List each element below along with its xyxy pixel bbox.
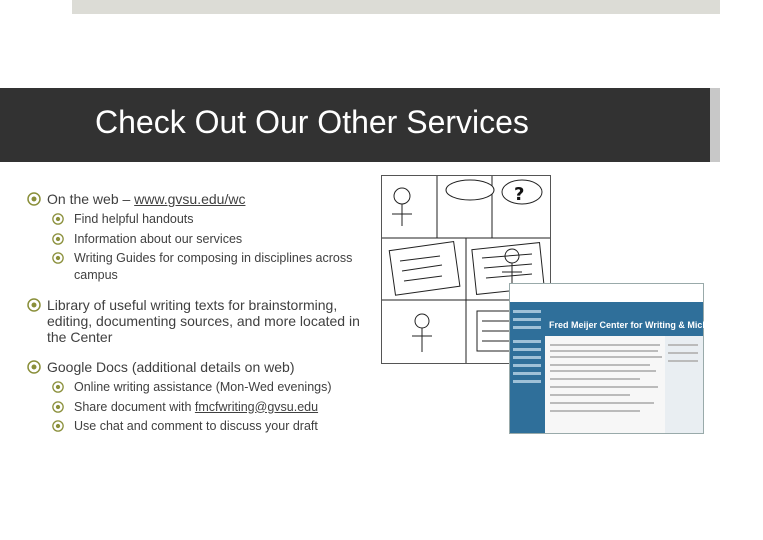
target-bullet-icon [52, 233, 64, 245]
bullet-text: Google Docs (additional details on web) [47, 359, 295, 375]
title-bar-accent [710, 88, 720, 162]
sub-bullet-handouts [52, 211, 377, 228]
wc-website-link[interactable]: www.gvsu.edu/wc [134, 191, 246, 207]
bullet-list [27, 191, 377, 435]
slide-title: Check Out Our Other Services [95, 104, 529, 140]
sub-bullet-text: Find helpful handouts [74, 212, 194, 226]
svg-text:?: ? [514, 184, 525, 205]
email-link[interactable]: fmcfwriting@gvsu.edu [194, 399, 319, 414]
sub-bullet-online-assistance [52, 379, 377, 396]
bullet-google-docs [27, 359, 377, 375]
website-illustration [510, 284, 763, 433]
target-bullet-icon [52, 213, 64, 225]
sub-bullet-text: Share document with [74, 399, 195, 414]
sub-bullet-text: Information about our services [74, 231, 243, 246]
sub-bullet-text: Online writing assistance (Mon-Wed evenings) [74, 380, 332, 394]
sub-bullet-services-info [52, 231, 377, 248]
website-screenshot-image [509, 283, 763, 434]
bullet-text: Library of useful writing texts for brainstorming, editing, documenting sources, and more located in the Center [47, 297, 360, 345]
target-bullet-icon [27, 360, 41, 374]
website-heading: Fred Meijer Center for Writing & Michigan Authors [549, 320, 763, 330]
sub-bullet-share-document [52, 399, 377, 416]
top-decorative-stripe [72, 0, 720, 14]
target-bullet-icon [27, 192, 41, 206]
bullet-library [27, 297, 377, 345]
sub-bullet-writing-guides [52, 250, 377, 283]
target-bullet-icon [52, 381, 64, 393]
bullet-on-the-web [27, 191, 377, 207]
sub-bullet-text: Writing Guides for composing in disciplines across campus [74, 251, 353, 282]
target-bullet-icon [52, 420, 64, 432]
sub-bullet-chat-comment [52, 418, 377, 435]
sub-bullet-text: Use chat and comment to discuss your draft [74, 419, 318, 433]
target-bullet-icon [52, 401, 64, 413]
bullet-text: On the web – [47, 191, 135, 207]
target-bullet-icon [27, 298, 41, 312]
target-bullet-icon [52, 252, 64, 264]
